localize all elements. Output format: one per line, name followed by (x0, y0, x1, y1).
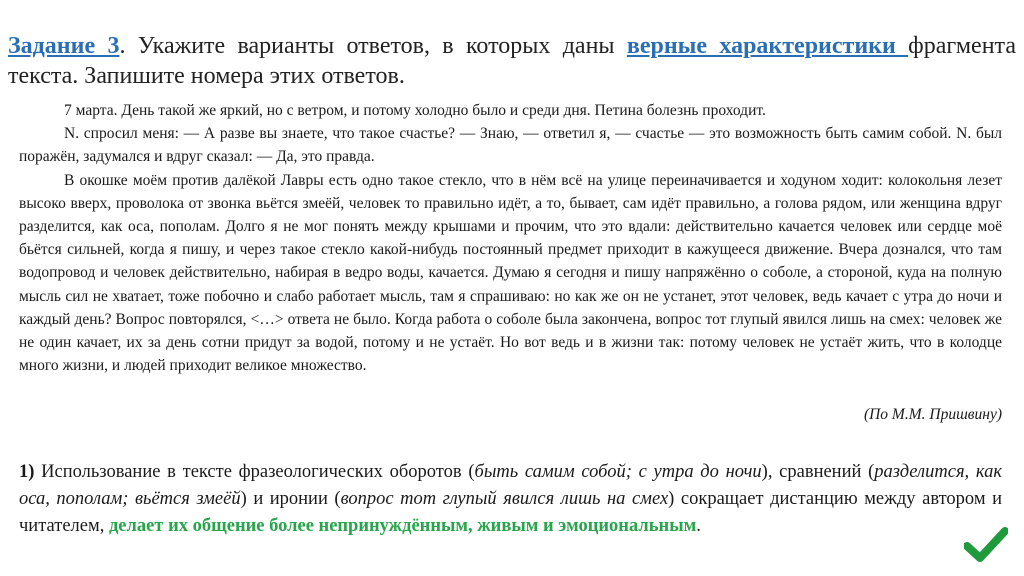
answer-number: 1) (19, 462, 35, 482)
answer-text: ), сравнений ( (761, 462, 875, 482)
task-number-link[interactable]: Задание 3 (8, 33, 120, 59)
task-heading (8, 31, 1016, 91)
author-attribution: (По М.М. Пришвину) (863, 406, 1002, 423)
correct-characteristics-link[interactable]: верные характеристики (626, 33, 909, 59)
answer-example: вопрос тот глупый явился лишь на смех (340, 489, 669, 509)
answer-highlight: делает их общение более непринуждённым, живым и эмоциональным (108, 516, 697, 536)
answer-text: ) и иронии ( (240, 489, 341, 509)
passage-paragraph-1: 7 марта. День такой же яркий, но с ветром, и потому холодно было и среди дня. Петина болезнь проходит. (64, 102, 766, 119)
checkmark-icon (964, 527, 1008, 563)
passage-paragraph-2: N. спросил меня: — А разве вы знаете, что такое счастье? — Знаю, — ответил я, — счастье — это возможность быть самим собой. N. был поражён, задумался и вдруг сказал: — Да, это правда. (19, 125, 1002, 166)
passage-paragraph-3: В окошке моём против далёкой Лавры есть одно такое стекло, что в нём всё на улице переиначивается и ходуном ходит: колокольня лезет высоко вверх, проволока от звонка вьётся змеёй, человек то правильно идёт, а то, бывает, сам идёт правильно, а голова рядом, или женщина вдруг разделится, как оса, пополам. Долго я не мог понять между крышами и прочим, что это вдали: действительно качается человек или сердце моё бьётся сильней, когда я пишу, и через такое стекло какой-нибудь постоянный предмет приходит в кажущееся движение. Вчера дознался, что там водопровод и человек действительно, набирая в ведро воды, качается. Думаю я сегодня и пишу напряжённо о соболе, а стороной, куда на полную мысль сил не хватает, тоже побочно и слабо работает мысль, там я спрашиваю: но как же он не устанет, этот человек, ведь качает с утра до ночи и каждый день? Вопрос повторялся, <…> ответа не было. Когда работа о соболе была закончена, вопрос тот глупый явился лишь на смех: человек же не один качает, их за день сотни придут за водой, потому и не устаёт. Но вот ведь и в жизни так: потому человек не устаёт жить, что в колодце много жизни, и людей приходит великое множество. (19, 171, 1002, 375)
answer-option-1 (19, 459, 1002, 540)
answer-text: . (696, 516, 701, 536)
answer-text: Использование в тексте фразеологических оборотов ( (34, 462, 475, 482)
answer-example: разделится, как оса, пополам; вьётся змеёй (19, 462, 1002, 509)
answer-example: быть самим собой; с утра до ночи (474, 462, 762, 482)
answer-text: ) сокращает дистанцию между автором и читателем, (19, 489, 1002, 536)
task-text-1: . Укажите варианты ответов, в которых даны (119, 33, 627, 59)
task-text-2: фрагмента текста. Запишите номера этих ответов. (8, 33, 1016, 89)
text-passage (19, 99, 1002, 377)
